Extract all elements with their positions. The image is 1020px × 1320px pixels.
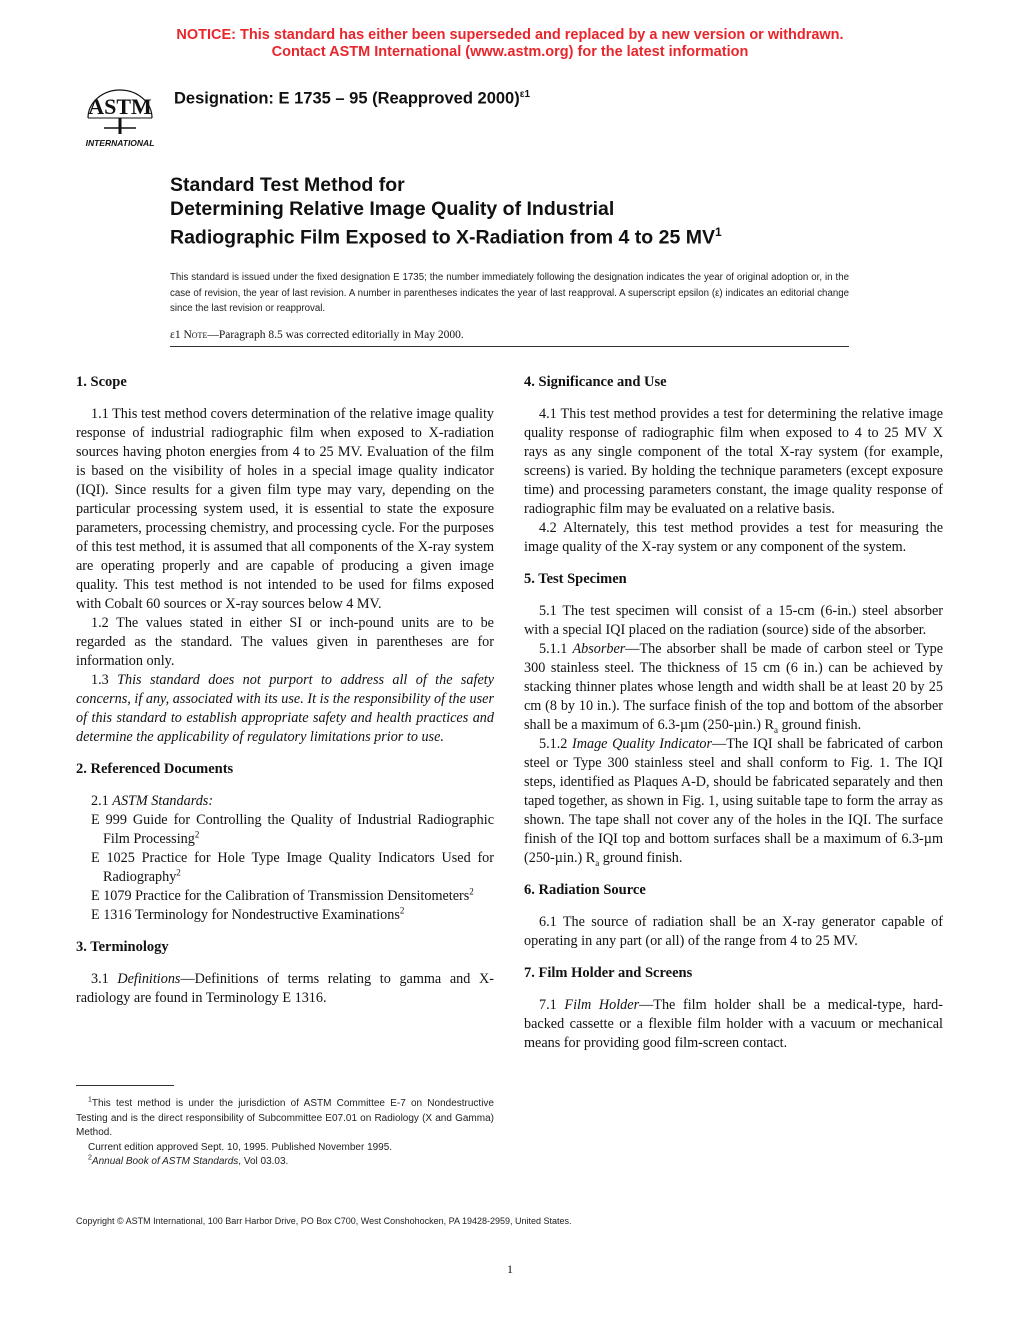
- reference-text: E 999 Guide for Controlling the Quality of Industrial Radiographic Film Processing: [91, 812, 494, 847]
- reference-footnote: 2: [176, 867, 181, 878]
- title-line-3-text: Radiographic Film Exposed to X-Radiation from 4 to 25 MV: [170, 226, 715, 249]
- paragraph-number: 7.1: [539, 997, 557, 1013]
- footnote-1b: Current edition approved Sept. 10, 1995. Published November 1995.: [88, 1141, 393, 1153]
- section-heading-test-specimen: 5. Test Specimen: [524, 571, 627, 587]
- editorial-note-label: Note: [183, 329, 208, 341]
- paragraph-5-1: 5.1 The test specimen will consist of a 15-cm (6-in.) steel absorber with a special IQI placed on the radiation (source) side of the absorber.: [524, 603, 943, 638]
- footnote-text: This test method is under the jurisdiction of ASTM Committee E-7 on Nondestructive Testing and is the direct responsibility of Subcommittee E07.01 on Radiology (X and Gamma) Method.: [76, 1098, 494, 1138]
- title-line-1: Standard Test Method for: [170, 174, 405, 196]
- paragraph-number: 5.1.2: [539, 736, 568, 752]
- section-heading-referenced-documents: 2. Referenced Documents: [76, 761, 234, 777]
- subscript: a: [595, 857, 600, 868]
- footnote-marker: 1: [88, 1096, 92, 1104]
- paragraph-number: 2.1: [91, 793, 109, 809]
- left-column: [76, 373, 494, 1008]
- reference-item: [76, 887, 494, 906]
- reference-footnote: 2: [194, 829, 200, 840]
- paragraph-text: —The film holder shall be a medical-type, hard-backed cassette or a flexible film holder with a vacuum or mechanical means for providing good film-screen contact.: [524, 997, 943, 1051]
- section-heading-radiation-source: 6. Radiation Source: [524, 882, 646, 898]
- designation-epsilon: ε1: [519, 89, 531, 100]
- paragraph-number: 5.1.1: [539, 641, 568, 657]
- title-line-2: Determining Relative Image Quality of Industrial: [170, 197, 615, 220]
- section-heading-scope: 1. Scope: [76, 374, 127, 390]
- reference-item: [76, 811, 494, 849]
- astm-logo-mark: [74, 78, 166, 150]
- paragraph-1-3: [76, 671, 494, 747]
- header-divider: [170, 346, 849, 347]
- safety-statement: This standard does not purport to address all of the safety concerns, if any, associated with its use. It is the responsibility of the user of this standard to establish appropriate safety and health practices and determine the applicability of regulatory limitations prior to use.: [76, 672, 494, 745]
- paragraph-text: —The IQI shall be fabricated of carbon steel or Type 300 stainless steel and shall conform to Fig. 1. The IQI steps, identified as Plaques A-D, should be fabricated separately and then taped together, as shown in Fig. 1, using suitable tape to form the array as shown. The tape shall not cover any of the holes in the IQI. The surface finish of the IQI top and bottom surfaces shall be a maximum of 6.3-µm (250-µin.) R: [524, 736, 943, 866]
- reference-item: [76, 849, 494, 887]
- paragraph-text: —Definitions of terms relating to gamma and X-radiology are found in Terminology E 1316.: [76, 971, 494, 1006]
- reference-text: E 1025 Practice for Hole Type Image Quality Indicators Used for Radiography: [91, 850, 494, 885]
- paragraph-6-1: 6.1 The source of radiation shall be an X-ray generator capable of operating in any part (or all) of the range from 4 to 25 MV.: [524, 914, 943, 949]
- designation-text: Designation: E 1735 – 95 (Reapproved 2000): [174, 89, 520, 108]
- subscript: a: [774, 724, 779, 735]
- paragraph-number: 1.3: [91, 672, 109, 688]
- footnote-1: [76, 1097, 494, 1141]
- paragraph-7-1: [524, 996, 943, 1053]
- boilerplate-text: This standard is issued under the fixed designation E 1735; the number immediately following the designation indicates the year of original adoption or, in the case of revision, the year of last revision. A number in parentheses indicates the year of last reapproval. A superscript epsilon (ε) indicates an editorial change since the last revision or reapproval.: [170, 272, 849, 314]
- paragraph-2-1: [76, 792, 494, 811]
- astm-standards-label: ASTM Standards:: [112, 793, 214, 809]
- paragraph-5-1-1: [524, 640, 943, 735]
- page-number: 1: [507, 1262, 513, 1276]
- section-heading-film-holder: 7. Film Holder and Screens: [524, 965, 693, 981]
- section-heading-terminology: 3. Terminology: [76, 939, 169, 955]
- paragraph-4-1: 4.1 This test method provides a test for determining the relative image quality response of radiographic film when exposed to 4 to 25 MV X rays as any single component of the total X-ray system (for example, screens) is varied. By holding the technique parameters (except exposure time) and processing parameters constant, the image quality response of radiographic film may be evaluated on a relative basis.: [524, 406, 943, 517]
- reference-item: [76, 906, 494, 925]
- right-column: [524, 373, 943, 1053]
- reference-text: E 1079 Practice for the Calibration of Transmission Densitometers: [91, 888, 470, 904]
- reference-footnote: 2: [399, 905, 405, 916]
- designation: [174, 89, 530, 109]
- section-heading-significance: 4. Significance and Use: [524, 374, 667, 390]
- term: Image Quality Indicator: [572, 736, 713, 752]
- title-line-3: [170, 221, 870, 250]
- notice-line-1: NOTICE: This standard has either been superseded and replaced by a new version or withdrawn.: [176, 27, 844, 43]
- footnote-marker: 2: [88, 1154, 92, 1162]
- paragraph-1-2: 1.2 The values stated in either SI or inch-pound units are to be regarded as the standard. The values given in parentheses are for information only.: [76, 615, 494, 669]
- footnotes: [76, 1097, 494, 1170]
- title-footnote-ref: 1: [714, 225, 722, 239]
- paragraph-number: 3.1: [91, 971, 109, 987]
- paragraph-text-end: ground finish.: [599, 850, 683, 866]
- footnote-divider: [76, 1085, 174, 1086]
- paragraph-5-1-2: [524, 735, 943, 868]
- logo-subtext: INTERNATIONAL: [85, 138, 155, 148]
- reference-footnote: 2: [469, 886, 474, 897]
- footnote-text: , Vol 03.03.: [238, 1156, 289, 1167]
- reference-text: E 1316 Terminology for Nondestructive Examinations: [91, 907, 400, 923]
- withdrawal-notice: [0, 27, 1020, 60]
- editorial-note-marker: ε1: [170, 329, 181, 341]
- term: Definitions: [117, 971, 181, 987]
- term: Film Holder: [564, 997, 640, 1013]
- paragraph-text: —The absorber shall be made of carbon steel or Type 300 stainless steel. The thickness of 15 cm (6 in.) can be achieved by stacking thinner plates whose length and width shall be at least 20 by 25 cm (8 by 10 in.). The surface finish of the top and bottom of the absorber shall be a maximum of 6.3-µm (250-µin.) R: [524, 641, 944, 733]
- footnote-title: Annual Book of ASTM Standards: [91, 1156, 239, 1167]
- editorial-note-text: —Paragraph 8.5 was corrected editorially in May 2000.: [207, 329, 464, 341]
- term: Absorber: [572, 641, 626, 657]
- logo-text: ASTM: [88, 94, 152, 119]
- paragraph-4-2: 4.2 Alternately, this test method provides a test for measuring the image quality of the X-ray system or any component of the system.: [524, 520, 943, 555]
- paragraph-text-end: ground finish.: [778, 717, 862, 733]
- document-title: [170, 174, 870, 250]
- paragraph-3-1: [76, 970, 494, 1008]
- editorial-note: [170, 329, 464, 341]
- paragraph-1-1: 1.1 This test method covers determination of the relative image quality response of industrial radiographic film when exposed to X-radiation sources having photon energies from 4 to 25 MV. Evaluation of the film is based on the visibility of holes in a special image quality indicator (IQI). Since results for a given film type may vary, depending on the particular processing system used, it is essential to state the exposure parameters, processing chemistry, and processing cycle. For the purposes of this test method, it is assumed that all components of the X-ray system are operating properly and are capable of producing a given image quality. This test method is not intended to be used for films exposed with Cobalt 60 sources or X-ray sources below 4 MV.: [76, 406, 494, 612]
- copyright-line: Copyright © ASTM International, 100 Barr Harbor Drive, PO Box C700, West Conshohocken, PA 19428-2959, United States.: [76, 1216, 572, 1226]
- notice-line-2: Contact ASTM International (www.astm.org) for the latest information: [271, 43, 749, 60]
- footnote-2: [76, 1155, 494, 1170]
- astm-logo: [74, 78, 166, 150]
